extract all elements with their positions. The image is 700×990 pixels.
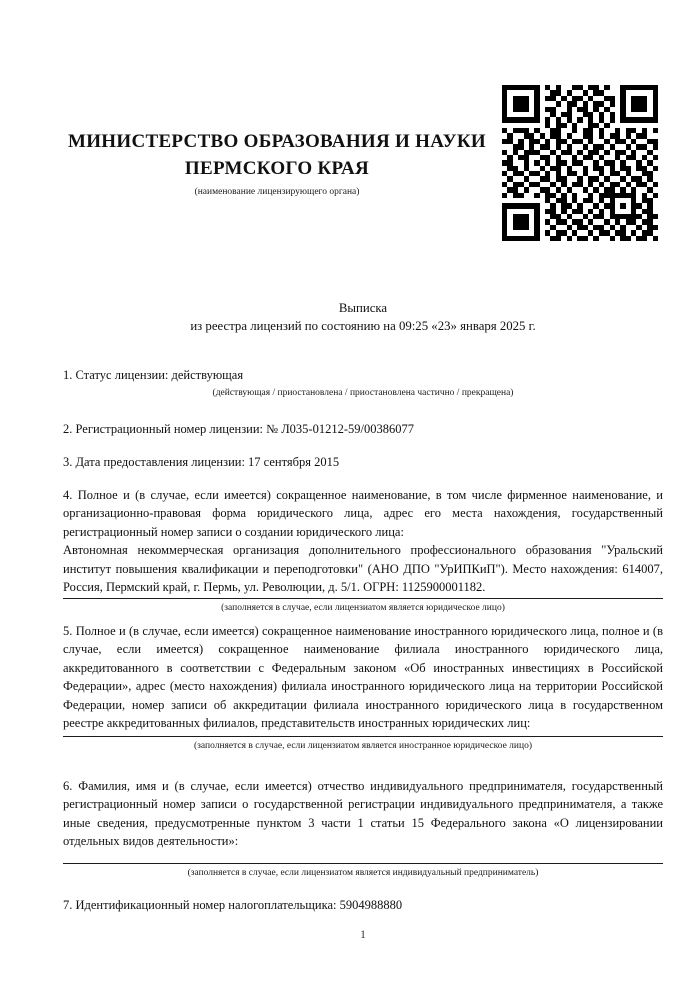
item-label: 3. Дата предоставления лицензии: 17 сентября 2015 [63,455,340,469]
title-line1: Выписка [338,301,388,315]
license-item-5-foreign-entity [63,622,663,752]
license-item-4-legal-entity [63,486,663,614]
license-item-1-status [63,366,663,399]
licensing-authority-header [47,128,507,199]
license-item-6-entrepreneur [63,777,663,879]
item-label: 6. Фамилия, имя и (в случае, если имеется) отчество индивидуального предпринимателя, государственный регистрационный номер записи о государственной регистрации индивидуального предпринимателя, а также иные сведения, предусмотренные пунктом 3 части 1 статьи 15 Федерального закона «О лицензировании отдельных видов деятельности»: [63,779,663,849]
blank-field-line [63,736,663,737]
item-note: (заполняется в случае, если лицензиатом является юридическое лицо) [221,603,505,614]
title-line2: из реестра лицензий по состоянию на 09:25 «23» января 2025 г. [190,319,536,333]
item-label: 4. Полное и (в случае, если имеется) сокращенное наименование, в том числе фирменное наименование, и организационно-правовая форма юридического лица, адрес его места нахождения, государственный регистрационный номер записи о создании юридического лица: [63,488,663,539]
page-number: 1 [360,929,366,941]
org-name-line1: МИНИСТЕРСТВО ОБРАЗОВАНИЯ И НАУКИ [67,131,487,152]
item-label: 7. Идентификационный номер налогоплательщика: 5904988880 [63,898,403,912]
blank-field-line [63,598,663,599]
license-item-3-grant-date [63,453,663,471]
qr-code-icon [502,85,658,241]
document-title [63,299,663,335]
item-label: 1. Статус лицензии: действующая [63,368,244,382]
blank-field-line [63,863,663,864]
item-note: (заполняется в случае, если лицензиатом является индивидуальный предприниматель) [187,867,539,878]
item-note: (действующая / приостановлена / приостановлена частично / прекращена) [212,388,514,399]
item-note: (заполняется в случае, если лицензиатом является иностранное юридическое лицо) [194,741,532,752]
license-item-2-reg-number [63,420,663,438]
license-item-7-inn [63,896,663,914]
item-label: 2. Регистрационный номер лицензии: № Л035-01212-59/00386077 [63,422,414,436]
item-label: 5. Полное и (в случае, если имеется) сокращенное наименование иностранного юридического лица, полное и (в случае, если имеется) сокращенное наименование филиала иностранного юридического лица, аккредитованного в соответствии с Федеральным законом «Об иностранных инвестициях в Российской Федерации», адрес (место нахождения) филиала иностранного юридического лица на территории Российской Федерации, номер записи об аккредитации филиала иностранного юридического лица в государственном реестре аккредитованных филиалов, представительств иностранных юридических лиц: [63,624,663,731]
item-value: Автономная некоммерческая организация дополнительного профессионального образования "Уральский институт повышения квалификации и переподготовки" (АНО ДПО "УрИПКиП"). Место нахождения: 614007, Россия, Пермский край, г. Пермь, ул. Революции, д. 5/1. ОГРН: 1125900001182. [63,543,663,595]
org-name-line2: ПЕРМСКОГО КРАЯ [184,158,370,179]
org-name-caption: (наименование лицензирующего органа) [194,187,360,197]
